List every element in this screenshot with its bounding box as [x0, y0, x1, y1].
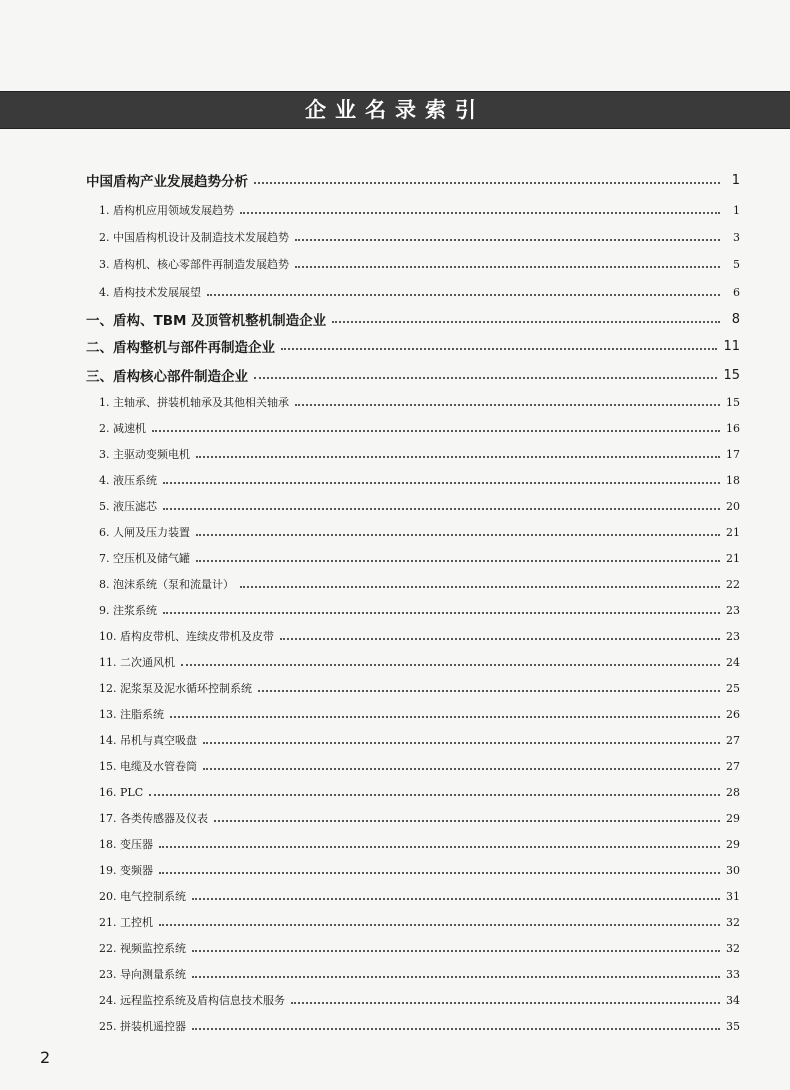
toc-entry[interactable]: [99, 546, 740, 570]
toc-page-number: 20: [726, 499, 740, 513]
toc-page-number: 17: [726, 447, 740, 461]
header-bar: [0, 91, 790, 129]
dot-leader: [163, 508, 720, 510]
toc-label: 4. 液压系统: [99, 474, 157, 487]
toc-page-number: 26: [726, 707, 740, 721]
dot-leader: [170, 716, 720, 718]
toc-entry[interactable]: [99, 494, 740, 518]
toc-entry[interactable]: [99, 520, 740, 544]
toc-label: 12. 泥浆泵及泥水循环控制系统: [99, 682, 252, 695]
dot-leader: [196, 456, 720, 458]
toc-label: 三、盾构核心部件制造企业: [86, 369, 248, 385]
toc-entry[interactable]: [99, 416, 740, 440]
toc-label: 3. 主驱动变频电机: [99, 448, 190, 461]
toc-entry[interactable]: [99, 650, 740, 674]
toc-page-number: 35: [726, 1019, 740, 1033]
toc-entry[interactable]: [99, 728, 740, 752]
toc-label: 24. 远程监控系统及盾构信息技术服务: [99, 994, 285, 1007]
toc-label: 19. 变频器: [99, 864, 153, 877]
toc-entry[interactable]: [99, 858, 740, 882]
dot-leader: [332, 321, 720, 323]
dot-leader: [163, 612, 720, 614]
toc-label: 二、盾构整机与部件再制造企业: [86, 340, 275, 356]
toc-entry[interactable]: [99, 572, 740, 596]
toc-entry[interactable]: [99, 832, 740, 856]
dot-leader: [192, 976, 720, 978]
dot-leader: [203, 768, 720, 770]
toc-entry[interactable]: [99, 442, 740, 466]
toc-page-number: 23: [726, 603, 740, 617]
toc-entry[interactable]: [99, 936, 740, 960]
toc-page-number: 25: [726, 681, 740, 695]
dot-leader: [159, 924, 720, 926]
dot-leader: [196, 534, 720, 536]
dot-leader: [207, 294, 720, 296]
dot-leader: [240, 586, 720, 588]
toc-page-number: 1: [731, 172, 740, 188]
dot-leader: [280, 638, 720, 640]
page-title: 企业名录索引: [305, 98, 485, 122]
toc-label: 25. 拼装机遥控器: [99, 1020, 186, 1033]
toc-page-number: 15: [723, 367, 740, 383]
toc-label: 3. 盾构机、核心零部件再制造发展趋势: [99, 258, 289, 271]
toc-entry[interactable]: [99, 676, 740, 700]
toc-label: 16. PLC: [99, 785, 144, 799]
toc-entry[interactable]: [99, 780, 740, 804]
toc-entry[interactable]: [99, 1014, 740, 1038]
toc-entry[interactable]: [99, 225, 740, 249]
dot-leader: [149, 794, 720, 796]
toc-label: 13. 注脂系统: [99, 708, 164, 721]
toc-label: 7. 空压机及储气罐: [99, 552, 190, 565]
toc-page-number: 27: [726, 759, 740, 773]
toc-page-number: 11: [723, 338, 740, 354]
toc-entry[interactable]: [99, 910, 740, 934]
toc-page-number: 32: [726, 915, 740, 929]
toc-page-number: 3: [733, 230, 740, 244]
toc-entry[interactable]: [99, 598, 740, 622]
toc-page-number: 21: [726, 551, 740, 565]
toc-label: 1. 盾构机应用领域发展趋势: [99, 204, 234, 217]
page-number: 2: [40, 1048, 51, 1067]
toc-section[interactable]: [86, 334, 740, 358]
toc-page-number: 18: [726, 473, 740, 487]
toc-entry[interactable]: [99, 962, 740, 986]
toc-label: 9. 注浆系统: [99, 604, 157, 617]
toc-page-number: 22: [726, 577, 740, 591]
dot-leader: [254, 377, 717, 379]
toc-label: 18. 变压器: [99, 838, 153, 851]
dot-leader: [258, 690, 720, 692]
toc-label: 17. 各类传感器及仪表: [99, 812, 208, 825]
dot-leader: [163, 482, 720, 484]
toc-label: 一、盾构、TBM 及顶管机整机制造企业: [86, 313, 327, 329]
dot-leader: [192, 898, 720, 900]
toc-page-number: 27: [726, 733, 740, 747]
toc-label: 15. 电缆及水管卷筒: [99, 760, 197, 773]
toc-page-number: 5: [733, 257, 740, 271]
dot-leader: [196, 560, 720, 562]
toc-label: 22. 视频监控系统: [99, 942, 186, 955]
dot-leader: [295, 239, 720, 241]
toc-entry[interactable]: [99, 988, 740, 1012]
toc-page-number: 16: [726, 421, 740, 435]
dot-leader: [240, 212, 720, 214]
toc-entry[interactable]: [99, 806, 740, 830]
toc-label: 中国盾构产业发展趋势分析: [86, 174, 248, 190]
dot-leader: [254, 182, 720, 184]
toc-label: 2. 减速机: [99, 422, 146, 435]
toc-entry[interactable]: [99, 702, 740, 726]
toc-page-number: 15: [726, 395, 740, 409]
toc-entry[interactable]: [99, 884, 740, 908]
toc-page-number: 34: [726, 993, 740, 1007]
toc-section[interactable]: [86, 307, 740, 331]
toc-page-number: 29: [726, 811, 740, 825]
dot-leader: [295, 266, 720, 268]
toc-entry[interactable]: [99, 252, 740, 276]
toc-entry[interactable]: [99, 390, 740, 414]
dot-leader: [159, 872, 720, 874]
toc-section[interactable]: [86, 363, 740, 387]
toc-label: 21. 工控机: [99, 916, 153, 929]
toc-page-number: 28: [726, 785, 740, 799]
toc-entry[interactable]: [99, 624, 740, 648]
toc-page-number: 32: [726, 941, 740, 955]
dot-leader: [192, 1028, 720, 1030]
toc-page-number: 21: [726, 525, 740, 539]
toc-label: 23. 导向测量系统: [99, 968, 186, 981]
toc-page-number: 31: [726, 889, 740, 903]
dot-leader: [203, 742, 720, 744]
dot-leader: [181, 664, 720, 666]
toc-label: 10. 盾构皮带机、连续皮带机及皮带: [99, 630, 274, 643]
dot-leader: [192, 950, 720, 952]
toc-page-number: 24: [726, 655, 740, 669]
toc-label: 11. 二次通风机: [99, 656, 175, 669]
toc-label: 4. 盾构技术发展展望: [99, 286, 201, 299]
dot-leader: [295, 404, 720, 406]
dot-leader: [281, 348, 717, 350]
toc-label: 14. 吊机与真空吸盘: [99, 734, 197, 747]
toc-entry[interactable]: [99, 198, 740, 222]
dot-leader: [214, 820, 720, 822]
toc-page-number: 8: [731, 311, 740, 327]
toc-page-number: 30: [726, 863, 740, 877]
dot-leader: [152, 430, 720, 432]
toc-page-number: 33: [726, 967, 740, 981]
toc-label: 6. 人闸及压力装置: [99, 526, 190, 539]
toc-page-number: 1: [733, 203, 740, 217]
toc-page-number: 29: [726, 837, 740, 851]
toc-entry[interactable]: [99, 280, 740, 304]
dot-leader: [159, 846, 720, 848]
toc-label: 5. 液压滤芯: [99, 500, 157, 513]
toc-label: 2. 中国盾构机设计及制造技术发展趋势: [99, 231, 289, 244]
dot-leader: [291, 1002, 720, 1004]
toc-entry[interactable]: [99, 754, 740, 778]
toc-page-number: 6: [733, 285, 740, 299]
toc-page-number: 23: [726, 629, 740, 643]
toc-label: 8. 泡沫系统（泵和流量计）: [99, 578, 234, 591]
toc-section[interactable]: [86, 168, 740, 192]
toc-label: 20. 电气控制系统: [99, 890, 186, 903]
toc-label: 1. 主轴承、拼装机轴承及其他相关轴承: [99, 396, 289, 409]
toc-entry[interactable]: [99, 468, 740, 492]
